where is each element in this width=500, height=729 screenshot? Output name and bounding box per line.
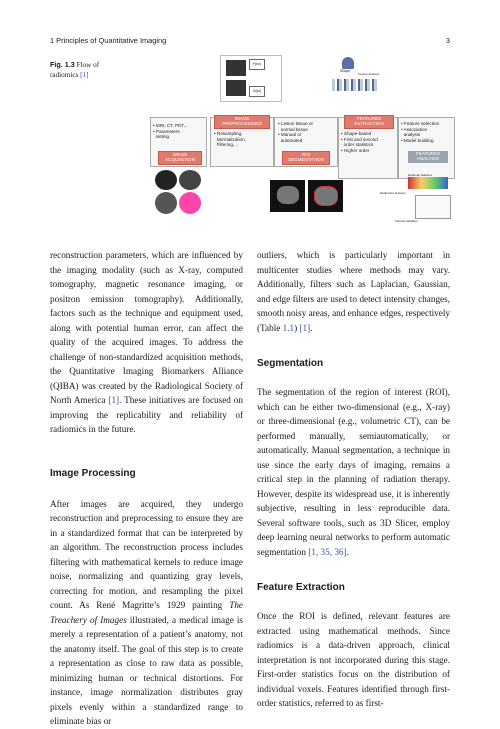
extraction-bullets: • Shape-based • First and second order statistics • Higher order (341, 131, 378, 153)
paragraph-text: . These initiatives are focused on improving the replicability and reliability of radiomics in the future. (50, 395, 243, 434)
running-header (50, 36, 450, 48)
bullet-text: Parameters (155, 128, 180, 134)
table-link[interactable]: 1.1 (282, 322, 295, 333)
preprocessing-box: IMAGE PREPROCESSING (214, 115, 270, 129)
preprocessing-bullets: • Resampling, Normalization, Filtering,... (214, 131, 246, 148)
radiomics-flow-figure (150, 55, 450, 230)
paragraph (257, 609, 450, 711)
caption-text: Flow of radiomics (50, 61, 100, 79)
paragraph-text: After images are acquired, they undergo reconstruction and preprocessing to ensure they are in a standardized format that can be interpreted by an algorithm. The reconstruction process includes filtering with mathematical kernels to reduce image noise, normalizing and quantizing gray levels, correcting for motion, and resampling the pixel count. As René Magritte’s 1929 painting (50, 498, 243, 610)
bullet-text: setting (155, 134, 170, 140)
texture-label: Texture features (358, 72, 380, 76)
section-heading-segmentation: Segmentation (257, 358, 324, 369)
paragraph-text: The segmentation of the region of interest (ROI), which can be either two-dimensional (e.g., X-ray) or three-dimensional (e.g., volumetric CT), can be performed manually, semiautomatically, or automatically. Manual segmentation, a technique in use since the early days of imaging, remains a critical step in the planning of radiation therapy. However, despite its widespread use, it is inherently subjective, resulting in less reproducible data. Several software tools, such as 3D Slicer, employ deep learning neural networks to perform automatic segmentation (257, 387, 450, 557)
bullet-text: normal tissue (280, 126, 308, 132)
fourier-label-bottom: G(kx) (249, 86, 265, 97)
acquisition-box: IMAGE ACQUISITION (158, 151, 202, 165)
paragraph-text: reconstruction parameters, which are influenced by the imaging modality (such as X-ray, computed tomography, magnetic resonance imaging, or positron emission tomography). Additionally, factors such as the technique and equipment used, along with potential human error, can affect the quality of the acquired images. To address the challenge of non-standardized acquisition methods, the Quantitative Imaging Biomarkers Alliance (QIBA) was created by the Radiological Society of North America (50, 250, 243, 405)
clinical-label: Clinical variables (395, 219, 418, 223)
ct-scan-images (155, 170, 210, 225)
paragraph (50, 248, 243, 437)
paragraph-text: ) (294, 322, 300, 333)
section-heading-image-processing: Image Processing (50, 467, 136, 479)
bullet-text: Shape-based (343, 131, 372, 136)
fourier-image-panel (220, 55, 282, 102)
citation-link[interactable]: [1] (299, 322, 311, 333)
bullet-text: order statistics (343, 142, 374, 148)
italic-title: The Treachery of Images (50, 600, 243, 625)
bullet-text: Model building (403, 137, 434, 143)
bullet-text: Feature selection (403, 121, 440, 126)
bullet-text: MRI, CT, PET,... (155, 123, 189, 128)
bullet-text: Manual or (280, 132, 302, 138)
extraction-box: FEATURES EXTRACTION (344, 115, 394, 129)
chapter-title: 1 Principles of Quantitative Imaging (50, 36, 167, 45)
bullet-text: automated (280, 137, 303, 143)
paragraph (50, 497, 243, 729)
section-heading-feature-extraction: Feature Extraction (257, 582, 345, 593)
paragraph (257, 385, 450, 559)
paragraph-text: illustrated, a medical image is merely a representation of a patient’s anatomy, not the anatomy itself. The goal of this step is to create a representation as close to raw data as possible, minimizing human or technical distortions. For instance, image normalization distributes gray pixels evenly within a standardized range to eliminate bias or (50, 614, 243, 726)
heatmap-label: Heatmap features (408, 173, 432, 177)
feature-images-panel (332, 57, 382, 102)
segmentation-images (270, 180, 345, 215)
analysis-box: FEATURES ANALYSIS (408, 151, 448, 163)
bullet-text: Higher order (343, 147, 370, 153)
paragraph-text: . (346, 546, 349, 557)
radiomics-label: Radiomics features (380, 191, 406, 195)
page-number: 3 (445, 36, 450, 45)
paragraph-text: Once the ROI is defined, relevant features are extracted using mathematical methods. Since radiomics is a data-driven approach, clinical interpretation is not incorporated during this stage. First-order statistics focus on the distribution of individual voxels. Features identified through first-order statistics, referred to as first- (257, 611, 450, 708)
bullet-text: Filtering,... (216, 142, 239, 148)
acquisition-bullets: • MRI, CT, PET,... • Parameters setting (153, 123, 189, 140)
bullet-text: Lesion tissue or (280, 121, 314, 126)
shape-label: Shape (340, 69, 351, 73)
bullet-text: Association (403, 126, 428, 132)
citation-link[interactable]: [1, 35, 36] (308, 546, 347, 557)
right-column (257, 248, 450, 711)
segmentation-box: ROI SEGMENTATION (282, 151, 330, 165)
citation-link[interactable]: [1] (108, 395, 120, 405)
analysis-bullets: • Feature selection • Association analysis • Model building (401, 121, 440, 143)
figure-caption (50, 60, 120, 80)
bullet-text: Resampling, (216, 131, 243, 136)
paragraph-text: outliers, which is particularly important in multicenter studies where methods may vary. Additionally, filters such as Laplacian, Gaussian, and edge filters are used to detect intensity changes, smooth noisy areas, and enhance edges, respectively (Table (257, 250, 450, 333)
paragraph (257, 248, 450, 335)
analysis-images (380, 173, 450, 228)
figure-label: Fig. 1.3 (50, 60, 75, 69)
left-column (50, 248, 243, 729)
bullet-text: analysis (403, 132, 421, 138)
bullet-text: First and second (343, 136, 378, 142)
paragraph-text: . (310, 322, 313, 333)
bullet-text: Normalization, (216, 136, 246, 142)
segmentation-bullets: • Lesion tissue or normal tissue • Manual or automated (278, 121, 314, 143)
fourier-label-top: F(kx) (249, 59, 265, 70)
caption-citation[interactable]: [1] (80, 70, 89, 79)
